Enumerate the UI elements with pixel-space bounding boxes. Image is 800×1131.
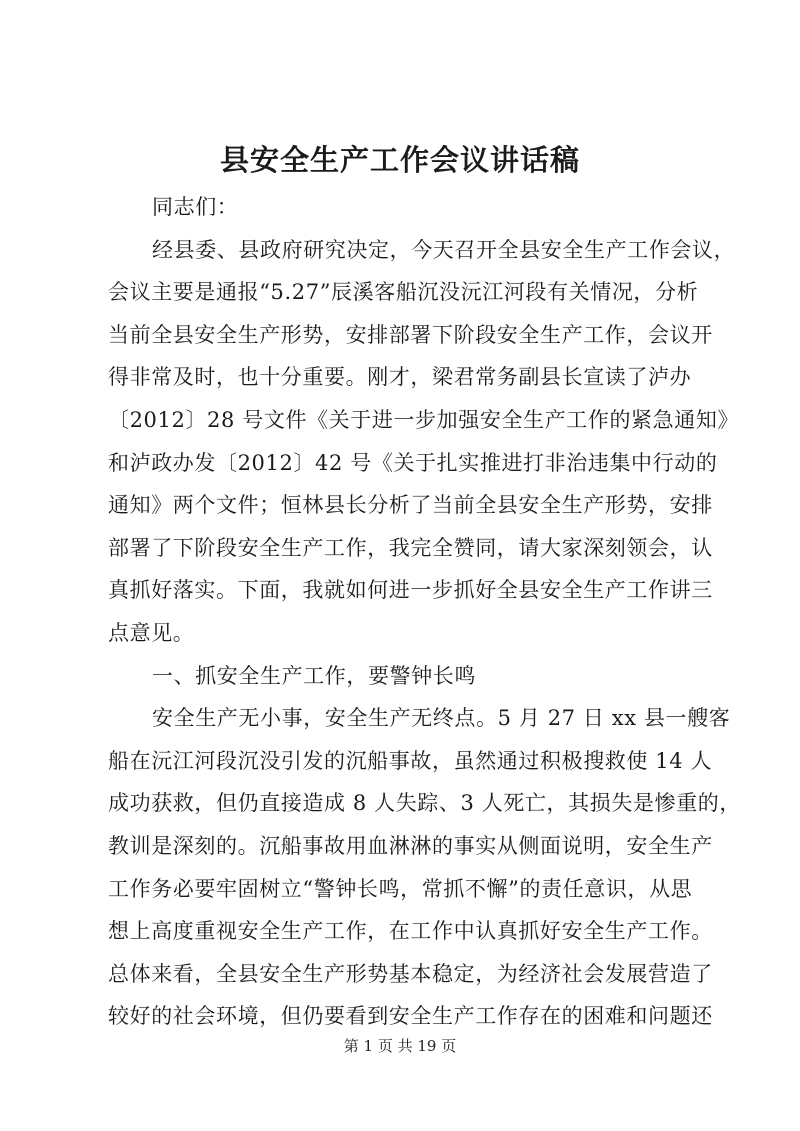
page-footer	[0, 1036, 800, 1056]
salutation-line: 同志们：	[152, 195, 239, 219]
paragraph-line: 当前全县安全生产形势，安排部署下阶段安全生产工作，会议开	[108, 322, 713, 347]
paragraph-line: 经县委、县政府研究决定，今天召开全县安全生产工作会议，	[152, 237, 736, 262]
paragraph-line: 部署了下阶段安全生产工作，我完全赞同，请大家深刻领会，认	[108, 535, 713, 560]
document-body	[108, 186, 741, 1038]
paragraph-line: 通知》两个文件；恒林县长分析了当前全县安全生产形势，安排	[108, 493, 713, 518]
paragraph-line: 船在沅江河段沉没引发的沉船事故，虽然通过积极搜救使 14 人	[108, 748, 713, 773]
paragraph-line: 点意见。	[108, 620, 195, 645]
paragraph-line: 想上高度重视安全生产工作，在工作中认真抓好安全生产工作。	[108, 919, 713, 944]
section-heading: 一、抓安全生产工作，要警钟长鸣	[152, 663, 476, 688]
paragraph-line: 得非常及时，也十分重要。刚才，梁君常务副县长宣读了泸办	[108, 365, 692, 390]
paragraph-line: 较好的社会环境，但仍要看到安全生产工作存在的困难和问题还	[108, 1004, 713, 1029]
paragraph-line: 工作务必要牢固树立“警钟长鸣，常抓不懈”的责任意识，从思	[108, 876, 693, 901]
page-number: 第 1 页 共 19 页	[343, 1037, 457, 1055]
paragraph-line: 安全生产无小事，安全生产无终点。5 月 27 日 xx 县一艘客	[152, 706, 731, 731]
document-title: 县安全生产工作会议讲话稿	[219, 143, 580, 177]
paragraph-line: 〔2012〕28 号文件《关于进一步加强安全生产工作的紧急通知》	[108, 407, 740, 432]
paragraph-line: 教训是深刻的。沉船事故用血淋淋的事实从侧面说明，安全生产	[108, 833, 713, 858]
paragraph-line: 真抓好落实。下面，我就如何进一步抓好全县安全生产工作讲三	[108, 578, 713, 603]
paragraph-line: 会议主要是通报“5.27”辰溪客船沉没沅江河段有关情况，分析	[108, 280, 699, 305]
paragraph-line: 和泸政办发〔2012〕42 号《关于扎实推进打非治违集中行动的	[108, 450, 718, 475]
paragraph-line: 总体来看，全县安全生产形势基本稳定，为经济社会发展营造了	[108, 961, 713, 986]
paragraph-line: 成功获救，但仍直接造成 8 人失踪、3 人死亡，其损失是惨重的，	[108, 791, 741, 816]
